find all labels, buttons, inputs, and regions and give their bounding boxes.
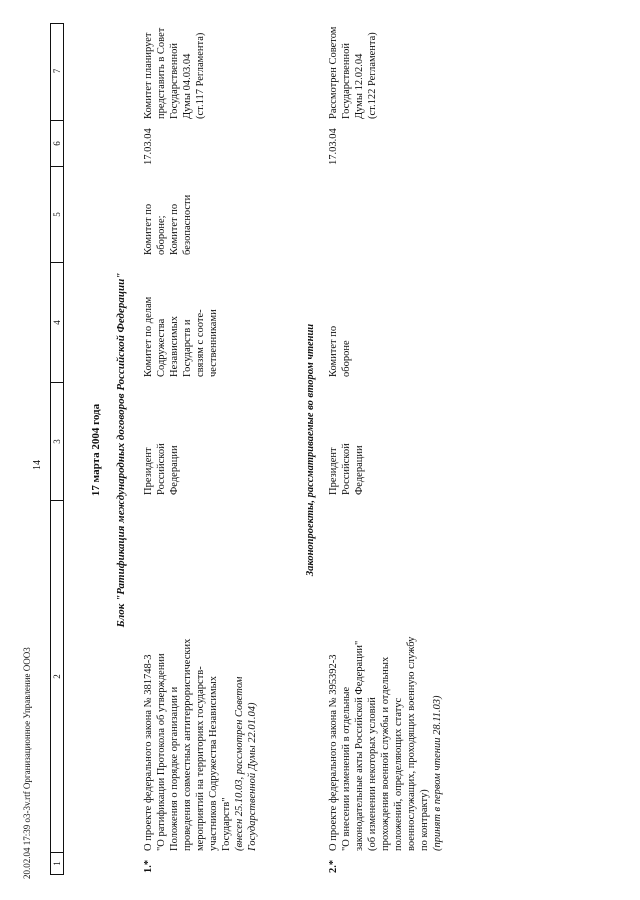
responsible-committee: Комитет по обороне [328,325,352,377]
bill-note: (принят в первом чтении 28.11.03) [432,695,443,851]
column-header-3: 3 [51,382,63,500]
bill-note: (внесен 25.10.03, рассмотрен Советом [234,676,245,851]
bill-note: Государственной Думы 22.01.04) [247,702,258,851]
remark: Комитет планирует представить в Совет Государственной Думы 04.03.04 (ст.117 Регламента) [143,27,206,119]
column-number-header [50,23,64,875]
document-page [20,15,620,885]
page-number: 14 [32,460,43,470]
section-heading: Законопроекты, рассматриваемые во втором чтении [305,323,316,577]
block-heading: Блок "Ратификация международных договоров Российской Федерации" [115,272,127,628]
date-heading: 17 марта 2004 года [90,403,102,497]
bill-author: Президент Российской Федерации [328,443,365,495]
column-header-4: 4 [51,262,63,382]
page-footer: 20.02.04 17:39 о3-3v.rtf Организационное Управление ООО3 [22,647,32,879]
responsible-committee: Комитет по делам Содружества Независимых Государств и связям с сооте- чественниками [143,296,219,377]
consideration-date: 17.03.04 [143,128,154,165]
row-number: 2.* [328,859,339,873]
column-header-5: 5 [51,166,63,262]
remark: Рассмотрен Советом Государственной Думы 12.02.04 (ст.122 Регламента) [328,26,378,119]
consideration-date: 17.03.04 [328,128,339,165]
row-number: 1.* [143,859,154,873]
column-header-7: 7 [52,68,62,74]
column-header-1: 1 [51,852,63,874]
column-header-2: 2 [51,500,63,852]
bill-title: О проекте федерального закона № 395392-3 "О внесении изменений в отдельные законодательные акты Российской Федерации" (об изменении некоторых условий прохождения военной службы и отдельных положений, определяющих статус военнослужащих, проходящих военную службу по контракту) (принят в первом чтении 28.11.03) [327,551,444,851]
bill-title: О проекте федерального закона № 381748-3 "О ратификации Протокола об утверждении Положения о порядке организации и проведения совместных антитеррористических мероприятий на территориях государств- участников Содружества Независимых Государств" (внесен 25.10.03, рассмотрен Советом Государственной Думы 22.01.04) [142,551,259,851]
column-header-6: 6 [51,120,63,166]
co-executor-committees: Комитет по обороне; Комитет по безопасности [143,194,193,255]
bill-author: Президент Российской Федерации [143,443,180,495]
